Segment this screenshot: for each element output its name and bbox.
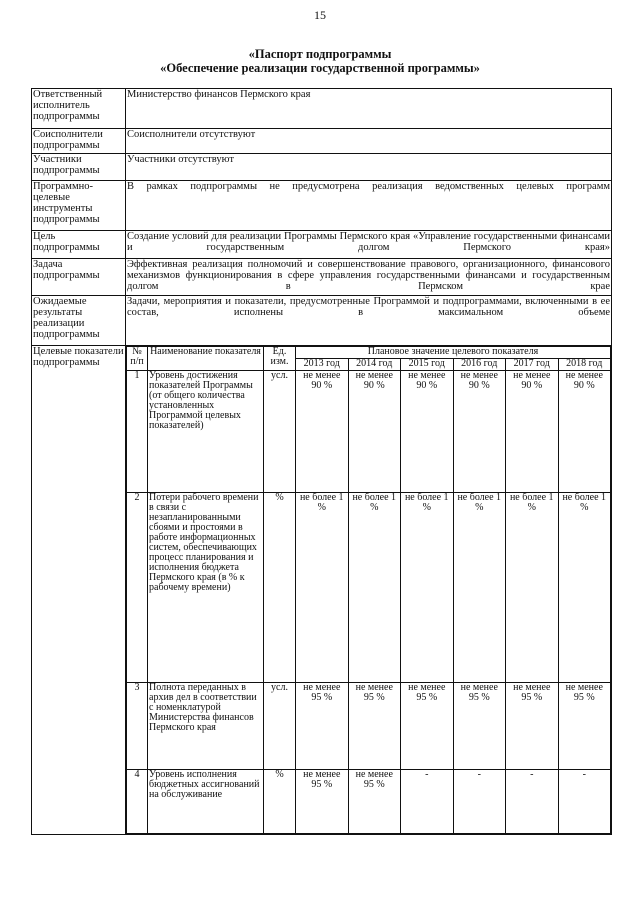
cell-unit: % xyxy=(264,770,296,834)
row-text: Задачи, мероприятия и показатели, предусмотренные Программой и подпрограммами, включенными в ее состав, исполнены в максимальном объеме xyxy=(126,296,612,346)
cell-value: не менее 95 % xyxy=(453,683,506,770)
cell-value: не менее 90 % xyxy=(401,371,454,493)
cell-value: не менее 95 % xyxy=(401,683,454,770)
indicators-header xyxy=(127,347,611,359)
title-line-1: «Паспорт подпрограммы xyxy=(248,47,392,61)
table-row xyxy=(127,683,611,770)
cell-num: 1 xyxy=(127,371,148,493)
page-number: 15 xyxy=(314,8,326,22)
cell-unit: усл. xyxy=(264,371,296,493)
row-label: Целевые показатели подпрограммы xyxy=(32,346,126,835)
row-task xyxy=(32,259,612,296)
row-text: Министерство финансов Пермского края xyxy=(126,89,612,129)
cell-value: не более 1 % xyxy=(296,493,349,683)
indicators-table xyxy=(126,346,611,834)
year-header: 2017 год xyxy=(506,359,559,371)
row-text: Создание условий для реализации Программы Пермского края «Управление государственными финансами и государственным долгом Пермского края» xyxy=(126,231,612,259)
table-row xyxy=(127,371,611,493)
cell-value: не более 1 % xyxy=(348,493,401,683)
table-row xyxy=(127,770,611,834)
row-label: Ожидаемые результаты реализации подпрограммы xyxy=(32,296,126,346)
year-header: 2014 год xyxy=(348,359,401,371)
row-label: Ответственный исполнитель подпрограммы xyxy=(32,89,126,129)
cell-value: не менее 95 % xyxy=(296,683,349,770)
cell-value: не менее 95 % xyxy=(348,770,401,834)
cell-name: Потери рабочего времени в связи с незапланированными сбоями и простоями в работе информационных систем, обеспечивающих процесс планирования и исполнения бюджета Пермского края (в % к рабочему времени) xyxy=(148,493,264,683)
year-header: 2015 год xyxy=(401,359,454,371)
row-text: Участники отсутствуют xyxy=(126,154,612,181)
cell-value: не более 1 % xyxy=(558,493,611,683)
row-goal xyxy=(32,231,612,259)
cell-value: - xyxy=(506,770,559,834)
passport-table xyxy=(31,88,612,835)
row-responsible xyxy=(32,89,612,129)
cell-value: - xyxy=(453,770,506,834)
cell-num: 4 xyxy=(127,770,148,834)
indicators-cell xyxy=(126,346,612,835)
row-text: Эффективная реализация полномочий и совершенствование правового, организационного, финансового механизмов функционирования в сфере управления государственными финансами и государственным долгом в Пермском крае xyxy=(126,259,612,296)
year-header: 2013 год xyxy=(296,359,349,371)
row-label: Участники подпрограммы xyxy=(32,154,126,181)
row-label: Соисполнители подпрограммы xyxy=(32,129,126,154)
cell-value: не менее 95 % xyxy=(348,683,401,770)
cell-unit: усл. xyxy=(264,683,296,770)
header-num: № п/п xyxy=(127,347,148,371)
cell-value: не менее 90 % xyxy=(453,371,506,493)
passport-title xyxy=(0,47,640,75)
header-unit: Ед. изм. xyxy=(264,347,296,371)
table-row xyxy=(127,493,611,683)
cell-value: не менее 90 % xyxy=(296,371,349,493)
year-header: 2016 год xyxy=(453,359,506,371)
cell-value: не менее 95 % xyxy=(558,683,611,770)
cell-unit: % xyxy=(264,493,296,683)
row-label: Программно-целевые инструменты подпрограммы xyxy=(32,181,126,231)
row-label: Задача подпрограммы xyxy=(32,259,126,296)
cell-value: не менее 90 % xyxy=(348,371,401,493)
row-targets xyxy=(32,346,612,835)
cell-value: не более 1 % xyxy=(401,493,454,683)
row-text: Соисполнители отсутствуют xyxy=(126,129,612,154)
row-results xyxy=(32,296,612,346)
cell-value: не более 1 % xyxy=(506,493,559,683)
header-name: Наименование показателя xyxy=(148,347,264,371)
row-instruments xyxy=(32,181,612,231)
cell-name: Уровень исполнения бюджетных ассигнований на обслуживание xyxy=(148,770,264,834)
year-header: 2018 год xyxy=(558,359,611,371)
cell-value: не менее 95 % xyxy=(296,770,349,834)
cell-name: Полнота переданных в архив дел в соответствии с номенклатурой Министерства финансов Пермского края xyxy=(148,683,264,770)
cell-value: не более 1 % xyxy=(453,493,506,683)
cell-value: - xyxy=(558,770,611,834)
header-plan: Плановое значение целевого показателя xyxy=(296,347,611,359)
cell-num: 3 xyxy=(127,683,148,770)
row-text: В рамках подпрограммы не предусмотрена реализация ведомственных целевых программ xyxy=(126,181,612,231)
row-label: Цель подпрограммы xyxy=(32,231,126,259)
row-participants xyxy=(32,154,612,181)
cell-value: - xyxy=(401,770,454,834)
title-line-2: «Обеспечение реализации государственной программы» xyxy=(160,61,480,75)
cell-value: не менее 95 % xyxy=(506,683,559,770)
cell-name: Уровень достижения показателей Программы (от общего количества установленных Программой целевых показателей) xyxy=(148,371,264,493)
cell-num: 2 xyxy=(127,493,148,683)
cell-value: не менее 90 % xyxy=(506,371,559,493)
row-coexecutors xyxy=(32,129,612,154)
cell-value: не менее 90 % xyxy=(558,371,611,493)
